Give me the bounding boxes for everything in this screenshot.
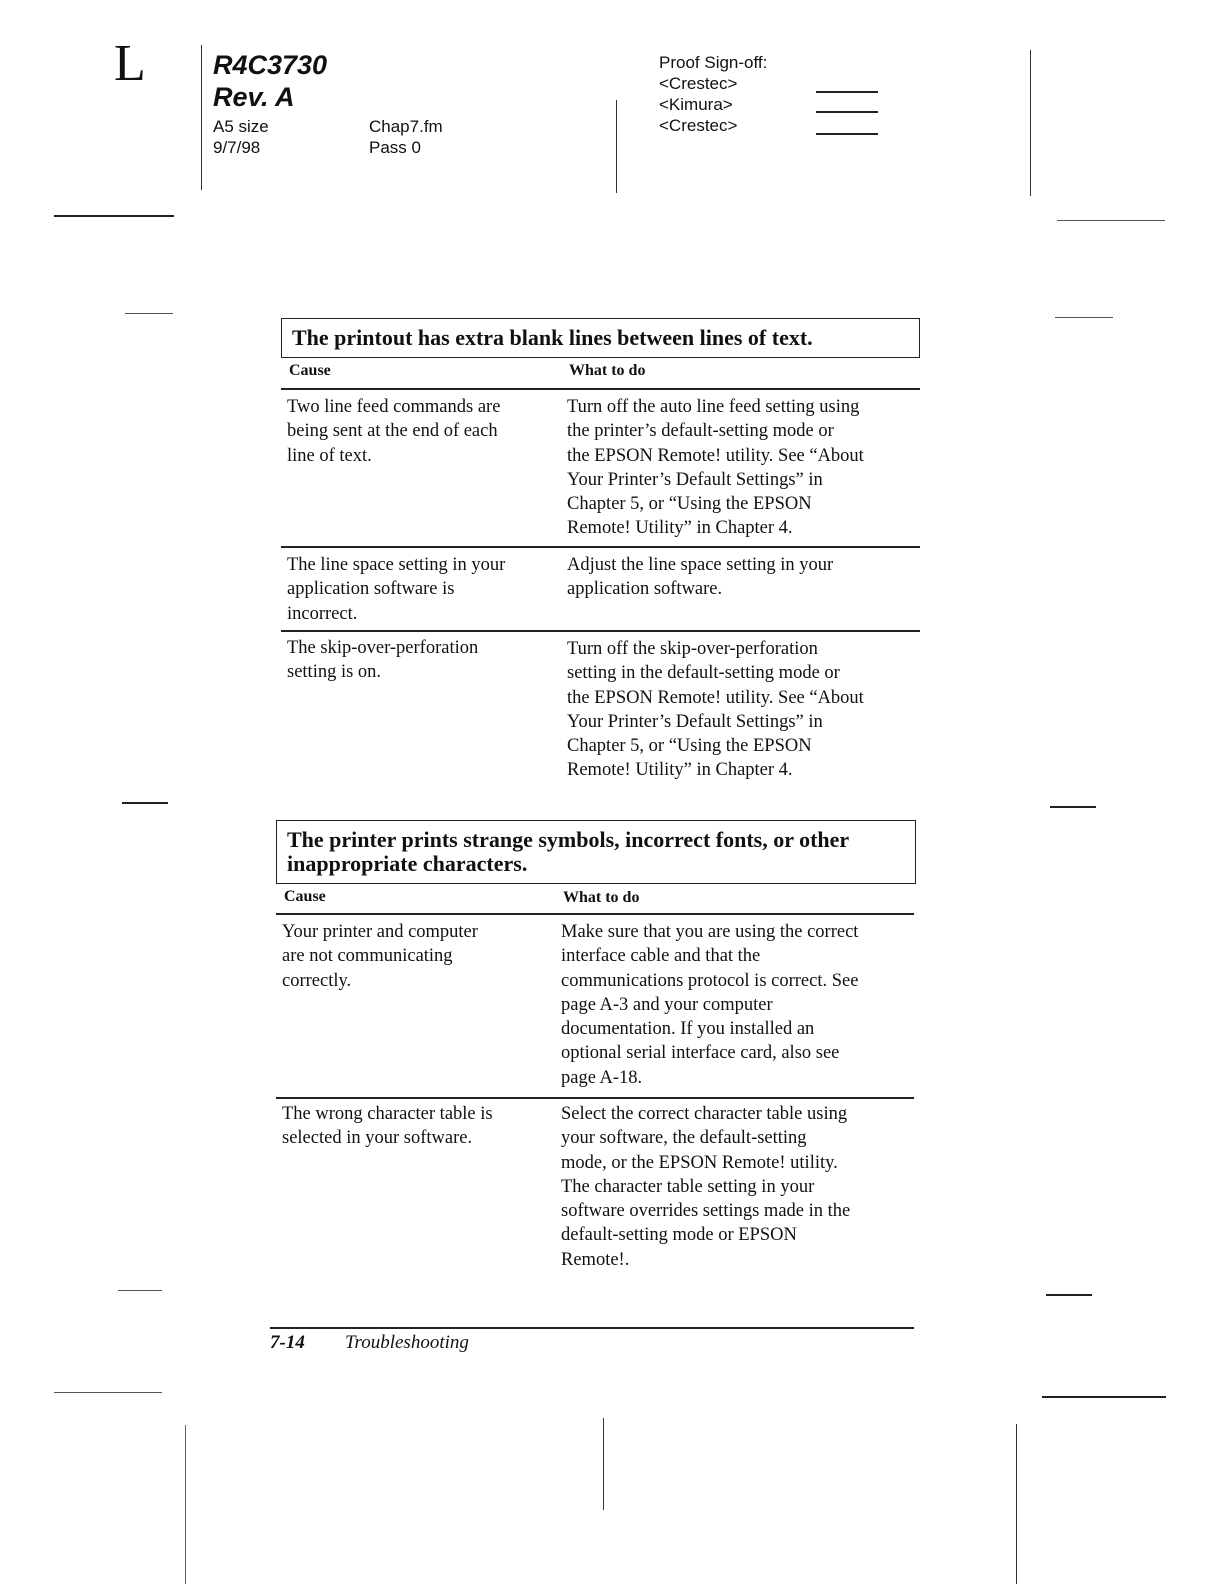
table-cell-what-to-do: Make sure that you are using the correct interface cable and that the communications protocol is correct. See page A-3 and your computer documentation. If you installed an optional serial interface card, also see page A-18.: [561, 922, 859, 1088]
header-divider-left: [201, 45, 202, 190]
header-divider-middle: [616, 100, 617, 193]
revision-label: Rev. A: [213, 82, 295, 112]
header-divider-right: [1030, 50, 1031, 196]
table-title-text: The printer prints strange symbols, incorrect fonts, or other inappropriate characters.: [287, 827, 850, 876]
filename-label: Chap7.fm: [369, 117, 443, 136]
proof-entry: <Crestec>: [659, 116, 738, 135]
crop-mark: [1016, 1424, 1017, 1584]
table-rule: [281, 546, 920, 548]
signoff-line: [816, 111, 878, 113]
proof-entry: <Kimura>: [659, 95, 733, 114]
proof-signoff-label: Proof Sign-off:: [659, 53, 768, 72]
paper-size: A5 size: [213, 117, 269, 136]
table-cell-cause: The line space setting in your application software is incorrect.: [287, 555, 506, 624]
crop-mark: [185, 1425, 186, 1584]
crop-mark: [54, 215, 174, 217]
footer-rule: [270, 1327, 914, 1329]
table-cell-what-to-do: Select the correct character table using your software, the default-setting mode, or the EPSON Remote! utility. The character table setting in your software overrides settings made in the default-setting mode or EPSON Remote!.: [561, 1104, 851, 1270]
crop-mark: [1057, 220, 1165, 221]
proof-entry: <Crestec>: [659, 74, 738, 93]
crop-mark: [1050, 806, 1096, 808]
pass-label: Pass 0: [369, 138, 421, 157]
table-title: [276, 820, 916, 884]
table-rule: [281, 630, 920, 632]
signoff-line: [816, 133, 878, 135]
column-header-cause: Cause: [284, 888, 326, 905]
crop-mark: [54, 1392, 162, 1393]
crop-mark: [118, 1290, 162, 1291]
crop-mark: [1046, 1294, 1092, 1296]
table-cell-cause: The skip-over-perforation setting is on.: [287, 638, 479, 683]
table-rule: [281, 388, 920, 390]
side-mark: L: [114, 35, 146, 92]
crop-mark: [603, 1418, 604, 1510]
table-cell-cause: Two line feed commands are being sent at the end of each line of text.: [287, 397, 501, 466]
crop-mark: [1055, 317, 1113, 318]
document-code: R4C3730: [213, 50, 328, 80]
table-cell-what-to-do: Adjust the line space setting in your application software.: [567, 555, 834, 600]
table-cell-what-to-do: Turn off the auto line feed setting using the printer’s default-setting mode or the EPSON Remote! utility. See “About Your Printer’s Default Settings” in Chapter 5, or “Using the EPSON Remote! Utility” in Chapter 4.: [567, 397, 864, 539]
signoff-line: [816, 91, 878, 93]
crop-mark: [1042, 1396, 1166, 1398]
column-header-cause: Cause: [289, 362, 331, 379]
table-cell-cause: The wrong character table is selected in your software.: [282, 1104, 493, 1149]
table-rule: [276, 913, 914, 915]
section-title: Troubleshooting: [345, 1332, 469, 1353]
table-rule: [276, 1097, 914, 1099]
crop-mark: [122, 802, 168, 804]
page-number: 7-14: [270, 1332, 305, 1353]
table-title: The printout has extra blank lines between lines of text.: [281, 318, 920, 358]
table-cell-cause: Your printer and computer are not communicating correctly.: [282, 922, 478, 991]
crop-mark: [125, 313, 173, 314]
table-cell-what-to-do: Turn off the skip-over-perforation setting in the default-setting mode or the EPSON Remote! utility. See “About Your Printer’s Default Settings” in Chapter 5, or “Using the EPSON Remote! Utility” in Chapter 4.: [567, 639, 864, 781]
date-label: 9/7/98: [213, 138, 261, 157]
column-header-what-to-do: What to do: [563, 889, 640, 906]
column-header-what-to-do: What to do: [569, 362, 646, 379]
